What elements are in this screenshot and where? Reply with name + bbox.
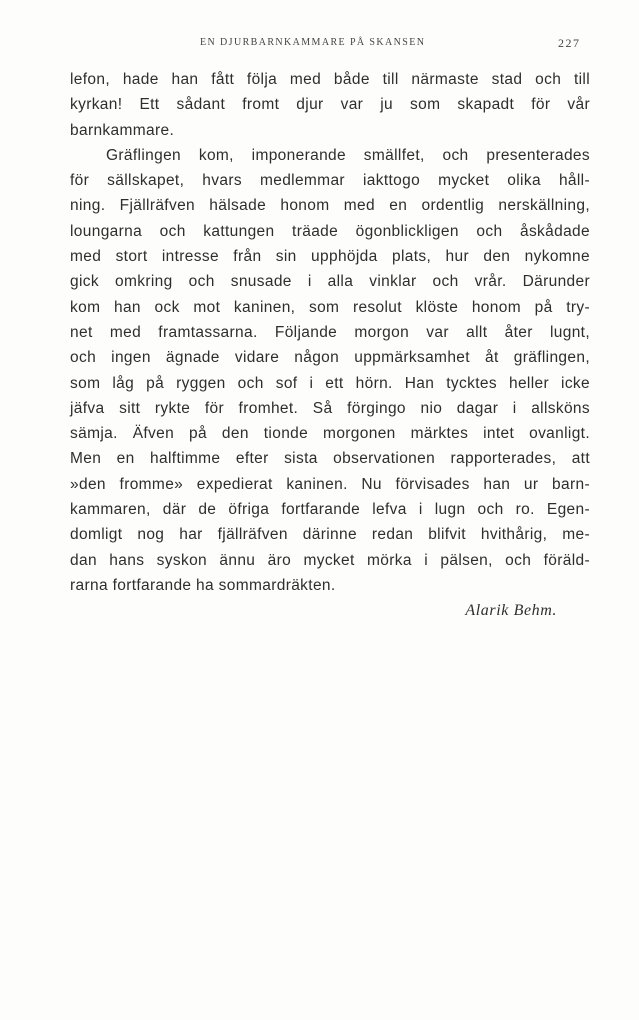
text-line: rarna fortfarande ha sommardräkten. [70, 576, 336, 594]
text-line: gick omkring och snusade i alla vinklar och vrår. Därunder [70, 273, 590, 291]
text-line: barnkammare. [70, 121, 175, 139]
text-line: dan hans syskon ännu äro mycket mörka i pälsen, och föräld- [70, 551, 590, 569]
text-line: lefon, hade han fått följa med både till närmaste stad och till [70, 71, 590, 88]
running-title: EN DJURBARNKAMMARE PÅ SKANSEN [200, 37, 426, 48]
text-line: jäfva sitt rykte för fromhet. Så förgingo nio dagar i allsköns [70, 399, 590, 417]
text-line: domligt nog har fjällräfven därinne redan blifvit hvithårig, me- [70, 526, 590, 544]
running-header [0, 37, 639, 51]
text-line: »den fromme» expedierat kaninen. Nu förvisades han ur barn- [70, 475, 590, 493]
text-line: och ingen ägnade vidare någon uppmärksamhet åt gräflingen, [70, 349, 590, 367]
text-line: ning. Fjällräfven hälsade honom med en ordentlig nerskällning, [70, 197, 590, 215]
page-number: 227 [558, 36, 581, 50]
text-line: net med framtassarna. Följande morgon var allt åter lugnt, [70, 323, 590, 341]
text-line: för sällskapet, hvars medlemmar iakttogo mycket olika håll- [70, 172, 590, 190]
text-line: med stort intresse från sin upphöjda plats, hur den nykomne [70, 248, 590, 266]
text-line: Gräflingen kom, imponerande smällfet, och presenterades [106, 146, 590, 164]
text-line: kammaren, där de öfriga fortfarande lefva i lugn och ro. Egen- [70, 501, 590, 519]
text-line: Men en halftimme efter sista observationen rapporterades, att [70, 450, 590, 468]
text-line: kyrkan! Ett sådant fromt djur var ju som skapadt för vår [70, 96, 590, 114]
signature-line [70, 598, 590, 623]
text-line: kom han ock mot kaninen, som resolut klöste honom på try- [70, 298, 590, 316]
body-text [70, 67, 590, 624]
text-line: sämja. Äfven på den tionde morgonen märktes intet ovanligt. [70, 425, 590, 443]
text-line: loungarna och kattungen träade ögonblickligen och åskådade [70, 222, 590, 240]
author-signature: Alarik Behm. [465, 602, 557, 620]
text-line: som låg på ryggen och sof i ett hörn. Han tycktes heller icke [70, 374, 590, 392]
